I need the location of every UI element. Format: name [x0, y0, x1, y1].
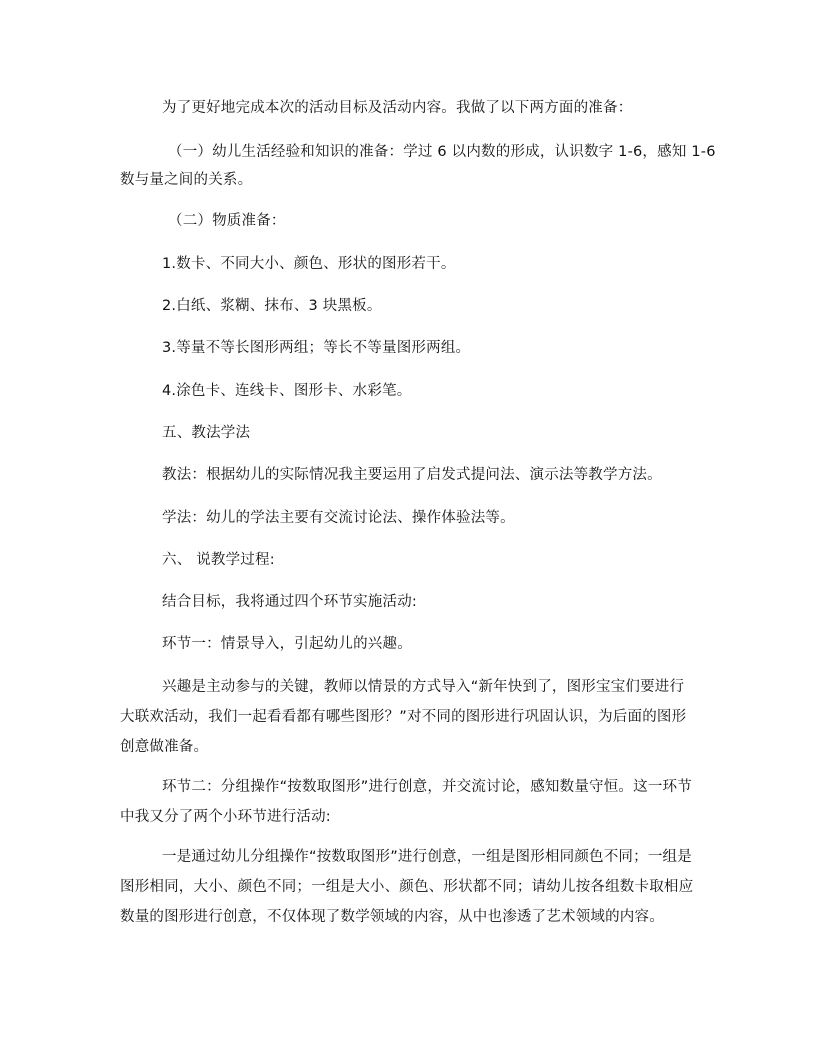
paragraph-material-1: [162, 243, 742, 285]
paragraph-material-3: [162, 327, 742, 369]
paragraph-line: 环节二：分组操作“按数取图形”进行创意，并交流讨论，感知数量守恒。这一环节: [162, 779, 692, 795]
paragraph-teaching-method: [162, 454, 742, 496]
paragraph-intro: [162, 87, 742, 129]
paragraph-text: 4.涂色卡、连线卡、图形卡、水彩笔。: [162, 383, 412, 399]
paragraph-text: （二）物质准备：: [168, 213, 286, 229]
paragraph-step-one: [162, 623, 742, 665]
paragraph-knowledge-prep: [120, 131, 716, 201]
paragraph-group-operation: [120, 836, 700, 938]
paragraph-line: 一是通过幼儿分组操作“按数取图形”进行创意，一组是图形相同颜色不同；一组是: [162, 849, 692, 865]
paragraph-text: 2.白纸、浆糊、抹布、3 块黑板。: [162, 298, 382, 314]
paragraph-text: 结合目标，我将通过四个环节实施活动:: [162, 594, 417, 610]
paragraph-learning-method: [162, 497, 742, 539]
paragraph-material-2: [162, 285, 742, 327]
paragraph-text: 学法：幼儿的学法主要有交流讨论法、操作体验法等。: [162, 510, 515, 526]
section-heading-text: 五、教法学法: [162, 425, 251, 441]
paragraph-material-heading: [168, 200, 748, 242]
paragraph-line: 创意做准备。: [120, 739, 209, 755]
paragraph-process-intro: [162, 581, 742, 623]
paragraph-line: 兴趣是主动参与的关键，教师以情景的方式导入“新年快到了，图形宝宝们要进行: [162, 679, 685, 695]
section-heading-text: 六、 说教学过程:: [162, 552, 275, 568]
section-heading-process: [162, 539, 742, 581]
paragraph-step-two: [120, 766, 700, 838]
paragraph-line: 数与量之间的关系。: [120, 172, 253, 188]
paragraph-line: 中我又分了两个小环节进行活动:: [120, 809, 331, 825]
paragraph-line: 数量的图形进行创意，不仅体现了数学领域的内容，从中也渗透了艺术领域的内容。: [120, 909, 664, 925]
paragraph-text: 环节一：情景导入，引起幼儿的兴趣。: [162, 636, 412, 652]
paragraph-interest: [120, 666, 700, 768]
paragraph-line: （一）幼儿生活经验和知识的准备：学过 6 以内数的形成，认识数字 1-6，感知 1-6: [168, 144, 716, 160]
paragraph-text: 为了更好地完成本次的活动目标及活动内容。我做了以下两方面的准备：: [162, 100, 633, 116]
paragraph-line: 大联欢活动，我们一起看看都有哪些图形？”对不同的图形进行巩固认识，为后面的图形: [120, 709, 687, 725]
paragraph-text: 教法：根据幼儿的实际情况我主要运用了启发式提问法、演示法等教学方法。: [162, 467, 662, 483]
paragraph-text: 1.数卡、不同大小、颜色、形状的图形若干。: [162, 256, 456, 272]
paragraph-text: 3.等量不等长图形两组；等长不等量图形两组。: [162, 340, 471, 356]
section-heading-methods: [162, 412, 742, 454]
paragraph-material-4: [162, 370, 742, 412]
paragraph-line: 图形相同，大小、颜色不同；一组是大小、颜色、形状都不同；请幼儿按各组数卡取相应: [120, 879, 694, 895]
